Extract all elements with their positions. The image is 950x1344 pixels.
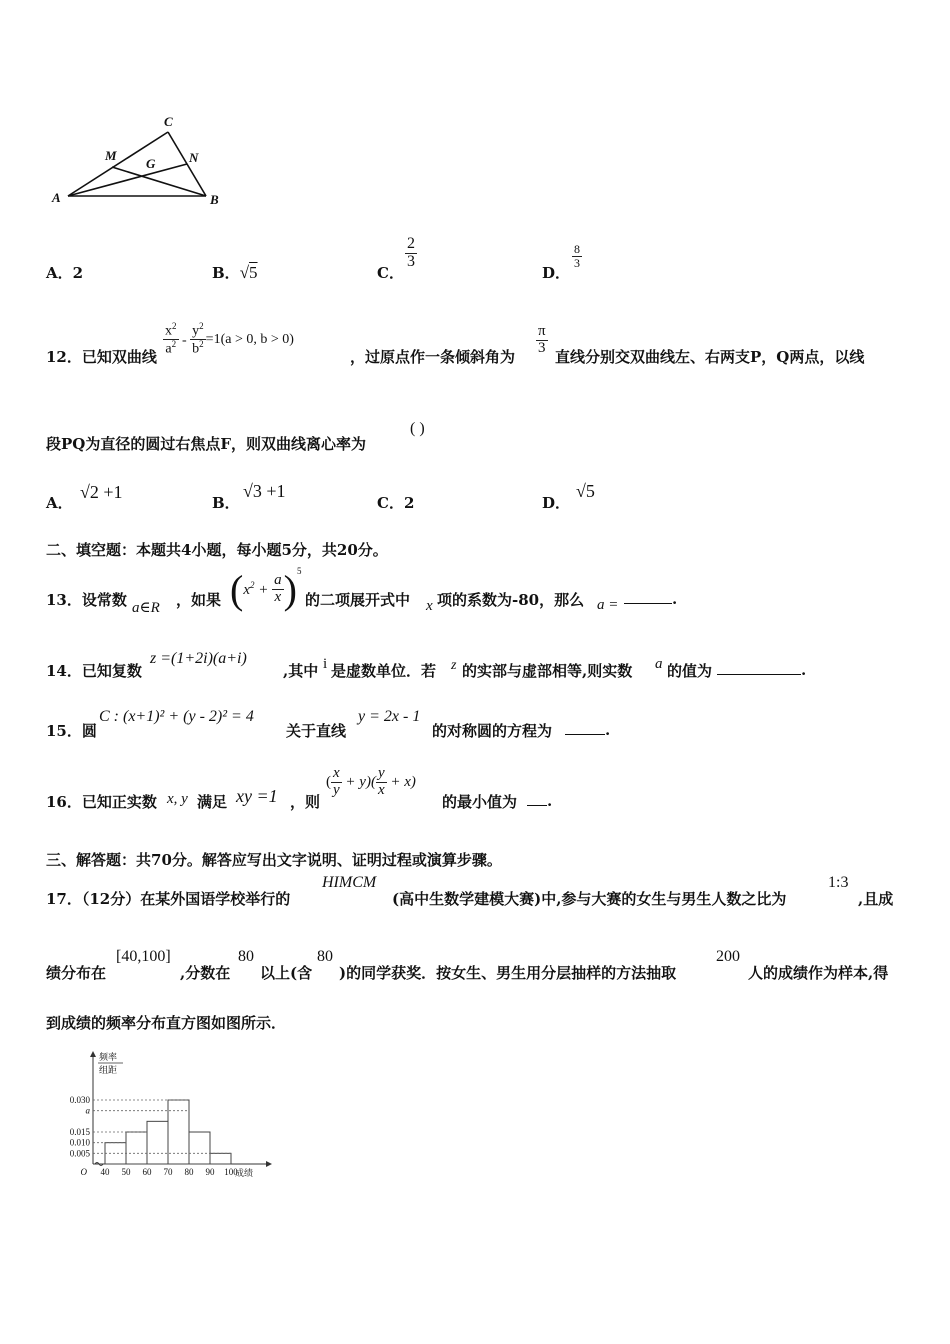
- q13-answer-blank[interactable]: .: [624, 589, 677, 608]
- y-axis-label-bottom: 组距: [99, 1065, 118, 1075]
- q12-option-a: A．: [46, 494, 73, 512]
- x-tick-label: 60: [142, 1167, 152, 1177]
- q14-text-1: 14．已知复数: [46, 662, 142, 680]
- q12-option-b: B．: [212, 494, 240, 512]
- q13-a-in-r: a∈R: [132, 600, 160, 616]
- section-3-heading: 三、解答题：共70分。解答应写出文字说明、证明过程或演算步骤。: [46, 851, 502, 869]
- x-tick-label: 100: [224, 1167, 238, 1177]
- y-tick-label: 0.015: [69, 1127, 90, 1138]
- q16-condition: xy =1: [236, 786, 278, 806]
- origin-label: O: [80, 1167, 87, 1177]
- q12-option-c: C．2: [377, 494, 415, 512]
- label-b: B: [210, 192, 219, 207]
- q12-mid: ，过原点作一条倾斜角为: [350, 348, 516, 366]
- histogram-bar: [210, 1153, 231, 1164]
- q16-text-1: 16．已知正实数: [46, 793, 157, 811]
- q14-answer-blank[interactable]: .: [717, 660, 806, 679]
- section-2-heading: 二、填空题：本题共4小题，每小题5分，共20分。: [46, 541, 388, 559]
- q13-text-4: 项的系数为-80，那么: [437, 591, 585, 609]
- histogram-bar: [147, 1121, 168, 1164]
- q14-a: a: [655, 656, 663, 672]
- q17-ratio: 1:3: [828, 874, 849, 891]
- q14-i: i: [323, 656, 328, 672]
- q17-text-1: 17．（12分）在某外国语学校举行的: [46, 890, 291, 908]
- q17-himcm: HIMCM: [322, 874, 377, 891]
- q14-z: z: [451, 658, 457, 673]
- q16-text-2: 满足: [197, 793, 228, 811]
- q12-option-d: D．: [542, 494, 571, 512]
- histogram-bar: [126, 1132, 147, 1164]
- q17-line2-a: 绩分布在: [46, 964, 107, 982]
- y-tick-label: 0.030: [69, 1095, 90, 1106]
- q16-expression: ( $\frac{x}{y}$ + y)( $\frac{y}{x}$ + x): [326, 765, 416, 798]
- q12-option-b-value: √3 +1: [243, 481, 286, 501]
- y-tick-label: a: [85, 1105, 90, 1116]
- q14-text-5: 的值为: [667, 662, 713, 680]
- q15-text-1: 15．圆: [46, 722, 97, 740]
- x-axis-arrow: [266, 1161, 272, 1167]
- label-g: G: [146, 156, 156, 171]
- q12-line2: 段PQ为直径的圆过右焦点F，则双曲线离心率为: [46, 435, 366, 453]
- q13-a-eq: a =: [597, 597, 619, 613]
- q17-line3: 到成绩的频率分布直方图如图所示．: [46, 1014, 287, 1032]
- x-tick-label: 40: [100, 1167, 110, 1177]
- q11-option-a: A．2: [46, 264, 84, 282]
- q17-line2-d: )的同学获奖．按女生、男生用分层抽样的方法抽取: [339, 964, 677, 982]
- q12-answer-paren: ( ): [410, 420, 425, 437]
- x-tick-label: 50: [121, 1167, 131, 1177]
- q16-vars: x, y: [167, 791, 188, 807]
- q17-sample-200: 200: [716, 948, 740, 965]
- q15-line-expr: y = 2x - 1: [358, 708, 421, 725]
- q13-x: x: [426, 598, 433, 614]
- q12-option-d-value: √5: [576, 481, 595, 501]
- q13-text-2: ，如果: [176, 591, 222, 609]
- q16-text-4: 的最小值为: [442, 793, 518, 811]
- q14-text-3: 是虚数单位．若: [331, 662, 437, 680]
- x-tick-label: 70: [163, 1167, 173, 1177]
- q13-text-1: 13．设常数: [46, 591, 127, 609]
- q15-text-3: 的对称圆的方程为: [432, 722, 553, 740]
- q17-score-80: 80: [238, 948, 254, 965]
- q14-complex-expr: z =(1+2i)(a+i): [150, 650, 247, 667]
- y-axis-label-top: 频率: [99, 1052, 118, 1062]
- q17-line2-b: ,分数在: [180, 964, 231, 982]
- y-axis-arrow: [90, 1051, 96, 1057]
- q11-option-b: B．√5: [212, 263, 258, 282]
- triangle-figure: [40, 110, 230, 215]
- q11-option-d-frac: $\frac{8}{3}$: [574, 242, 580, 270]
- histogram-bar: [168, 1100, 189, 1164]
- q15-text-2: 关于直线: [286, 722, 347, 740]
- x-axis-label: 成绩: [235, 1168, 254, 1178]
- q12-option-a-value: √2 +1: [80, 482, 123, 502]
- q16-answer-blank[interactable]: .: [527, 791, 552, 810]
- q14-text-2: ,其中: [283, 662, 319, 680]
- q11-option-d-label: D．: [542, 264, 571, 282]
- q17-interval: [40,100]: [116, 948, 171, 965]
- q15-circle-expr: C : (x+1)² + (y - 2)² = 4: [99, 708, 254, 725]
- x-tick-label: 90: [205, 1167, 215, 1177]
- label-m: M: [105, 148, 117, 163]
- q17-text-2: (高中生数学建模大赛)中,参与大赛的女生与男生人数之比为: [392, 890, 787, 908]
- label-n: N: [189, 150, 199, 165]
- q11-option-c-label: C．: [377, 264, 404, 282]
- y-tick-label: 0.005: [69, 1148, 90, 1159]
- label-c: C: [164, 114, 173, 129]
- q16-text-3: ，则: [290, 793, 321, 811]
- x-tick-label: 80: [184, 1167, 194, 1177]
- q12-prefix: 12．已知双曲线: [46, 348, 157, 366]
- y-tick-label: 0.010: [69, 1137, 90, 1148]
- q12-angle-frac: $\frac{\pi}{3}$: [538, 323, 546, 356]
- histogram-bar: [189, 1132, 210, 1164]
- q13-binomial-expr: ($x^2$ + $\frac{a}{x}$ )$^5$: [230, 566, 302, 612]
- q17-line2-e: 人的成绩作为样本,得: [748, 964, 889, 982]
- q12-suffix: 直线分别交双曲线左、右两支P，Q两点，以线: [555, 348, 865, 366]
- q17-score-80b: 80: [317, 948, 333, 965]
- q11-option-c-frac: $\frac{2}{3}$: [407, 235, 415, 270]
- q17-text-3: ,且成: [858, 890, 894, 908]
- label-a: A: [52, 190, 61, 205]
- q17-line2-c: 以上(含: [260, 964, 313, 982]
- frequency-histogram: [55, 1048, 285, 1178]
- q14-text-4: 的实部与虚部相等,则实数: [462, 662, 633, 680]
- q15-answer-blank[interactable]: .: [565, 720, 610, 739]
- q13-text-3: 的二项展开式中: [305, 591, 411, 609]
- q12-hyperbola-eq: $\frac{x^2}{a^2}$ - $\frac{y^2}{b^2}$ =1(a > 0, b > 0): [165, 321, 294, 357]
